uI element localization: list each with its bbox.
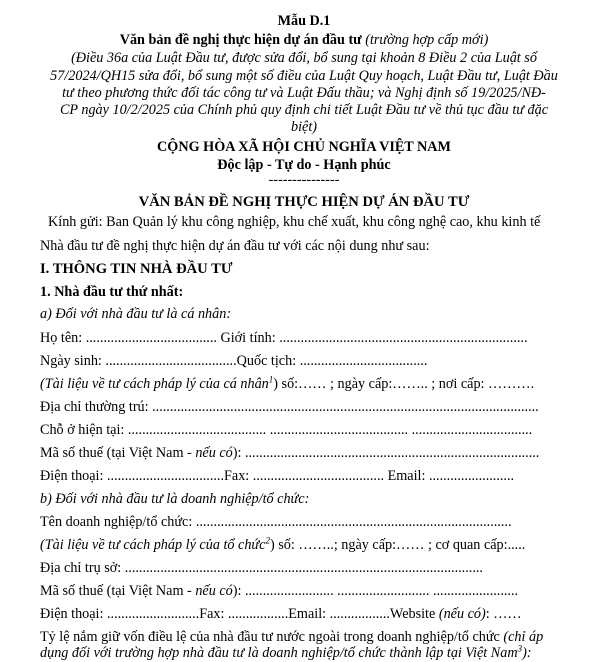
ownership-note-end: ): xyxy=(522,645,532,661)
organization-heading: b) Đối với nhà đầu tư là doanh nghiệp/tổ chức: xyxy=(40,491,310,507)
organization-contact-pre: Điện thoại: ..........................Fax: .................Email: .................Website xyxy=(40,606,439,622)
organization-tax-note: nếu có xyxy=(195,583,233,599)
individual-name-field: Họ tên: ..................................... Giới tính: ...................................................................... xyxy=(40,330,528,346)
organization-contact-post: : …… xyxy=(485,606,522,622)
individual-tax-rest: ): ................................................................................... xyxy=(232,445,540,461)
individual-dob-field: Ngày sinh: .....................................Quốc tịch: .................................... xyxy=(40,353,428,369)
individual-contact-field: Điện thoại: .................................Fax: ..................................... Email: ........................ xyxy=(40,468,515,484)
individual-legal-doc-label: (Tài liệu về tư cách pháp lý của cá nhân xyxy=(40,376,269,392)
individual-legal-doc-field xyxy=(40,375,534,393)
individual-legal-doc-rest: ) số:…… ; ngày cấp:…….. ; nơi cấp: ………. xyxy=(273,376,535,392)
subsection-first-investor: 1. Nhà đầu tư thứ nhất: xyxy=(40,284,184,300)
individual-current-address-field: Chỗ ở hiện tại: ....................................... ....................................... .................................. xyxy=(40,422,533,438)
legal-basis-line-1: (Điều 36a của Luật Đầu tư, được sửa đổi, bổ sung tại khoản 8 Điều 2 của Luật số xyxy=(71,50,537,66)
ownership-note-cont: dụng đối với trường hợp nhà đầu tư là doanh nghiệp/tổ chức thành lập tại Việt Nam xyxy=(40,645,518,661)
document-title: VĂN BẢN ĐỀ NGHỊ THỰC HIỆN DỰ ÁN ĐẦU TƯ xyxy=(138,194,470,210)
individual-address-field: Địa chỉ thường trú: ............................................................................................................. xyxy=(40,399,539,415)
motto: Độc lập - Tự do - Hạnh phúc xyxy=(217,157,391,173)
ownership-text: Tỷ lệ nắm giữ vốn điều lệ của nhà đầu tư nước ngoài trong doanh nghiệp/tổ chức xyxy=(40,629,504,645)
organization-tax-rest: ): ......................... .......................... ........................ xyxy=(232,583,519,599)
organization-website-note: (nếu có) xyxy=(438,606,486,622)
ownership-note-start: (chỉ áp xyxy=(503,629,544,645)
form-title-text: Văn bản đề nghị thực hiện dự án đầu tư xyxy=(119,32,362,48)
form-title xyxy=(0,31,608,49)
organization-legal-doc-rest: ) số: ……..; ngày cấp:…… ; cơ quan cấp:..... xyxy=(269,537,526,553)
recipient-line: Kính gửi: Ban Quản lý khu công nghiệp, khu chế xuất, khu công nghệ cao, khu kinh tế xyxy=(48,214,541,230)
organization-tax-field xyxy=(40,582,518,600)
footnote-2: 2 xyxy=(265,535,270,546)
section-investor-info: I. THÔNG TIN NHÀ ĐẦU TƯ xyxy=(40,261,233,277)
organization-address-field: Địa chỉ trụ sở: ..................................................................................................... xyxy=(40,560,483,576)
separator: --------------- xyxy=(268,172,340,188)
organization-legal-doc-field xyxy=(40,536,525,554)
individual-heading: a) Đối với nhà đầu tư là cá nhân: xyxy=(40,306,232,322)
organization-name-field: Tên doanh nghiệp/tổ chức: ......................................................................................... xyxy=(40,514,512,530)
form-title-note: (trường hợp cấp mới) xyxy=(365,32,489,48)
legal-basis-line-5: biệt) xyxy=(291,119,317,135)
footnote-1: 1 xyxy=(268,374,274,385)
intro-line: Nhà đầu tư đề nghị thực hiện dự án đầu tư với các nội dung như sau: xyxy=(40,238,430,254)
organization-legal-doc-label: (Tài liệu về tư cách pháp lý của tổ chức xyxy=(40,537,266,553)
nation-name: CỘNG HÒA XÃ HỘI CHỦ NGHĨA VIỆT NAM xyxy=(157,139,451,155)
individual-tax-label: Mã số thuế (tại Việt Nam - xyxy=(40,445,196,461)
ownership-line-2 xyxy=(40,644,532,662)
legal-basis-line-3: tư theo phương thức đối tác công tư và Luật Đấu thầu; và Nghị định số 19/2025/NĐ- xyxy=(62,85,546,101)
individual-tax-field xyxy=(40,444,539,462)
legal-basis-line-2: 57/2024/QH15 sửa đổi, bổ sung một số điều của Luật Quy hoạch, Luật Đầu tư, Luật Đầu xyxy=(50,68,558,84)
individual-tax-note: nếu có xyxy=(195,445,233,461)
form-code: Mẫu D.1 xyxy=(277,13,331,29)
footnote-3: 3 xyxy=(517,643,523,654)
organization-contact-field xyxy=(40,605,522,623)
legal-basis-line-4: CP ngày 10/2/2025 của Chính phủ quy định chi tiết Luật Đầu tư về thủ tục đầu tư đặc xyxy=(59,102,549,118)
organization-tax-label: Mã số thuế (tại Việt Nam - xyxy=(40,583,196,599)
